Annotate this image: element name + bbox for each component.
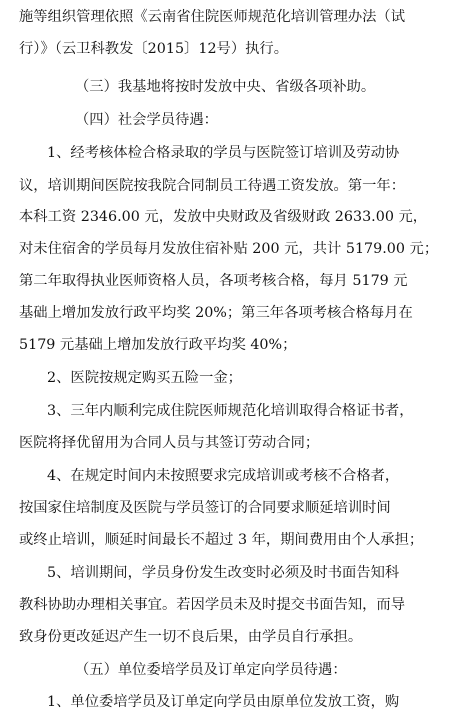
text-line: 医院将择优留用为合同人员与其签订劳动合同； bbox=[19, 435, 320, 451]
text-line: 基础上增加发放行政平均奖 20%；第三年各项考核合格每月在 bbox=[19, 305, 413, 321]
text-line: 按国家住培制度及医院与学员签订的合同要求顺延培训时间 bbox=[19, 500, 391, 516]
text-line: 第二年取得执业医师资格人员，各项考核合格，每月 5179 元 bbox=[19, 273, 408, 289]
text-line: 本科工资 2346.00 元，发放中央财政及省级财政 2633.00 元， bbox=[19, 209, 428, 225]
text-line: 5、培训期间，学员身份发生改变时必须及时书面告知科 bbox=[47, 565, 400, 581]
section-heading: （四）社会学员待遇： bbox=[75, 112, 218, 128]
text-line: 5179 元基础上增加发放行政平均奖 40%； bbox=[19, 337, 297, 353]
text-line: 致身份更改延迟产生一切不良后果，由学员自行承担。 bbox=[19, 629, 363, 645]
section-heading: （五）单位委培学员及订单定向学员待遇： bbox=[75, 662, 347, 678]
text-line: 或终止培训，顺延时间最长不超过 3 年，期间费用由个人承担； bbox=[19, 532, 424, 548]
text-line: 4、在规定时间内未按照要求完成培训或考核不合格者， bbox=[47, 468, 400, 484]
text-line: 2、医院按规定购买五险一金； bbox=[47, 370, 242, 386]
text-line: 1、经考核体检合格录取的学员与医院签订培训及劳动协 bbox=[47, 145, 400, 161]
section-heading: （三）我基地将按时发放中央、省级各项补助。 bbox=[75, 79, 376, 95]
text-line: 3、三年内顺利完成住院医师规范化培训取得合格证书者， bbox=[47, 403, 414, 419]
text-line: 行）》（云卫科教发〔2015〕12号）执行。 bbox=[19, 41, 289, 57]
text-line: 教科协助办理相关事宜。若因学员未及时提交书面告知，而导 bbox=[19, 597, 406, 613]
text-line: 议，培训期间医院按我院合同制员工待遇工资发放。第一年： bbox=[19, 178, 406, 194]
text-line: 对未住宿舍的学员每月发放住宿补贴 200 元，共计 5179.00 元； bbox=[19, 241, 439, 257]
text-line: 施等组织管理依照《云南省住院医师规范化培训管理办法（试 bbox=[19, 9, 406, 25]
text-line: 1、单位委培学员及订单定向学员由原单位发放工资，购 bbox=[47, 694, 400, 710]
